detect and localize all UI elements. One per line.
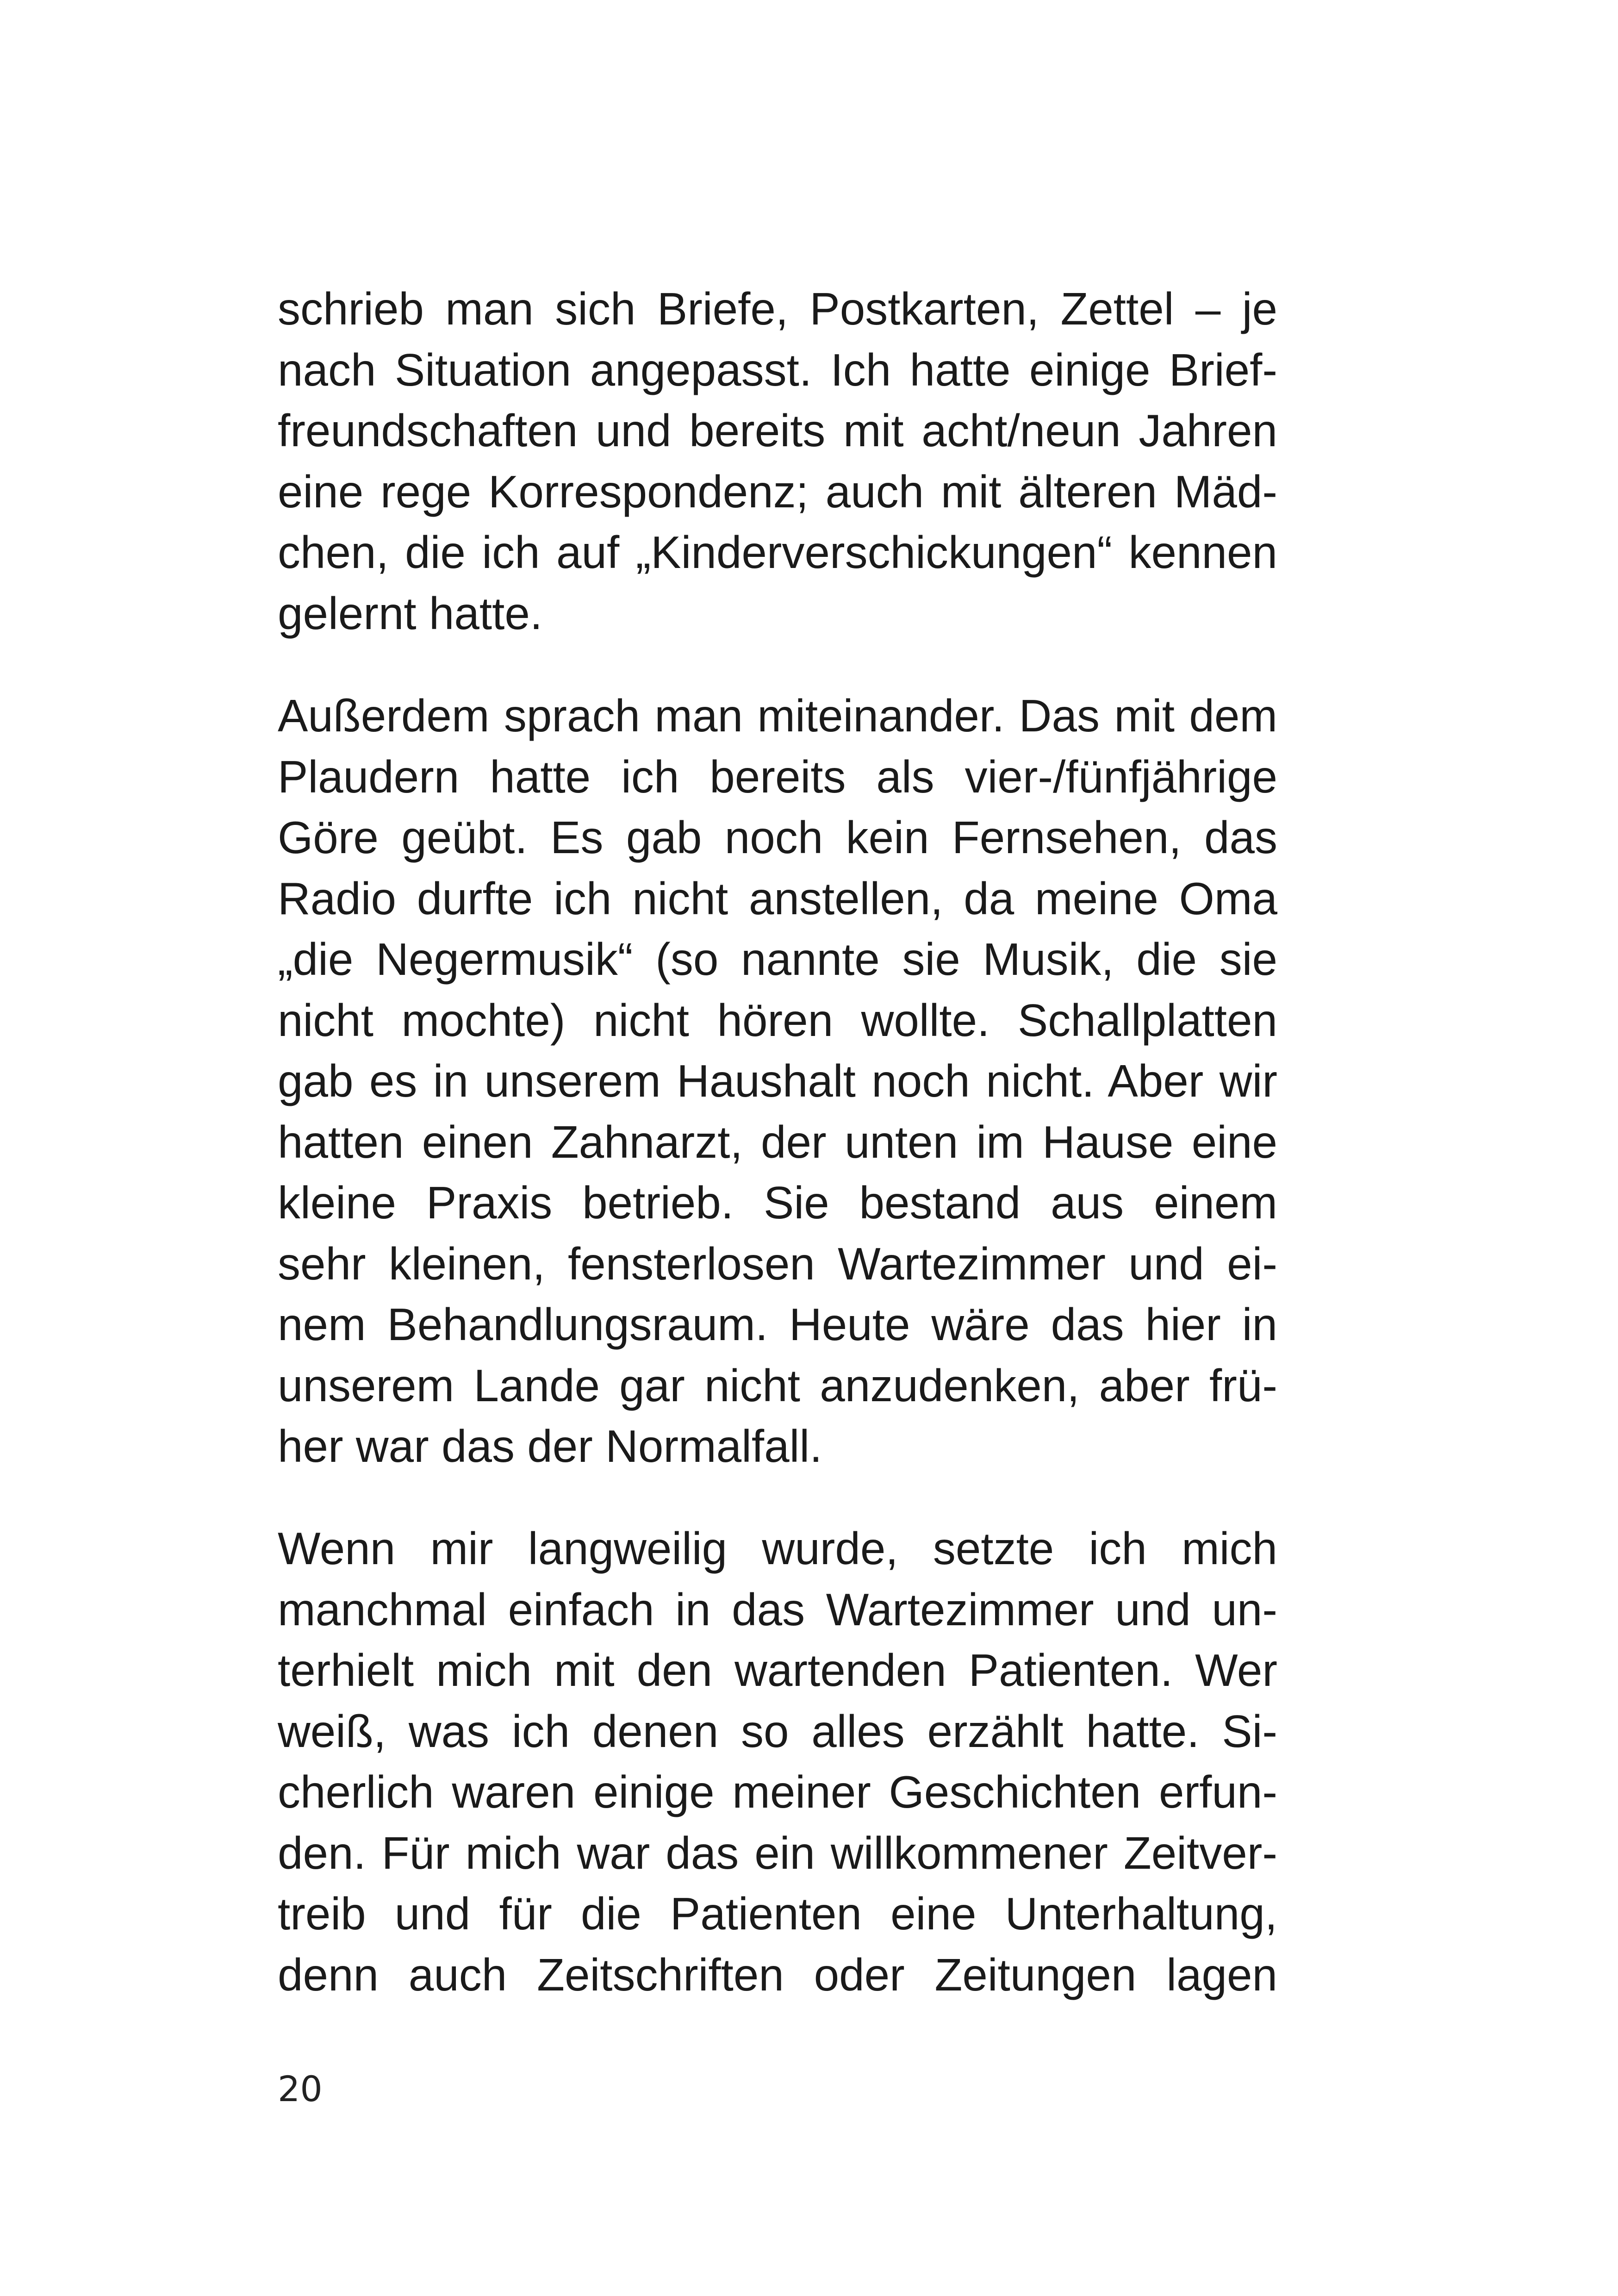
text-line: hatten einen Zahnarzt, der unten im Hause eine bbox=[278, 1116, 1277, 1167]
text-line: den. Für mich war das ein willkommener Zeitver- bbox=[278, 1827, 1277, 1878]
text-line: unserem Lande gar nicht anzudenken, aber frü- bbox=[278, 1360, 1277, 1411]
text-line: gelernt hatte. bbox=[278, 587, 543, 639]
text-line: Radio durfte ich nicht anstellen, da meine Oma bbox=[278, 873, 1277, 924]
text-line: weiß, was ich denen so alles erzählt hatte. Si- bbox=[278, 1705, 1277, 1757]
text-line: sehr kleinen, fensterlosen Wartezimmer und ei- bbox=[278, 1238, 1277, 1289]
text-line: terhielt mich mit den wartenden Patienten. Wer bbox=[278, 1645, 1277, 1696]
text-line: „die Negermusik“ (so nannte sie Musik, die sie bbox=[278, 934, 1277, 985]
text-line: her war das der Normalfall. bbox=[278, 1421, 822, 1472]
paragraph bbox=[278, 1518, 1277, 2005]
text-line: nach Situation angepasst. Ich hatte einige Brief- bbox=[278, 344, 1277, 395]
text-line: nem Behandlungsraum. Heute wäre das hier in bbox=[278, 1299, 1277, 1350]
text-line: treib und für die Patienten eine Unterhaltung, bbox=[278, 1888, 1277, 1939]
text-line: denn auch Zeitschriften oder Zeitungen lagen bbox=[278, 1949, 1277, 2000]
text-line: kleine Praxis betrieb. Sie bestand aus einem bbox=[278, 1177, 1277, 1228]
text-line: gab es in unserem Haushalt noch nicht. Aber wir bbox=[278, 1055, 1277, 1106]
text-line: chen, die ich auf „Kinderverschickungen“ kennen bbox=[278, 527, 1277, 578]
text-line: freundschaften und bereits mit acht/neun Jahren bbox=[278, 405, 1277, 456]
text-line: nicht mochte) nicht hören wollte. Schallplatten bbox=[278, 994, 1277, 1046]
text-line: Plaudern hatte ich bereits als vier-/fünfjährige bbox=[278, 751, 1277, 802]
paragraph bbox=[278, 279, 1277, 644]
paragraph bbox=[278, 686, 1277, 1477]
text-line: Außerdem sprach man miteinander. Das mit dem bbox=[278, 690, 1277, 741]
text-line: eine rege Korrespondenz; auch mit älteren Mäd- bbox=[278, 466, 1277, 517]
text-line: Wenn mir langweilig wurde, setzte ich mich bbox=[278, 1523, 1277, 1574]
page-number: 20 bbox=[278, 2068, 323, 2109]
text-line: Göre geübt. Es gab noch kein Fernsehen, das bbox=[278, 812, 1277, 863]
text-line: schrieb man sich Briefe, Postkarten, Zettel – je bbox=[278, 283, 1277, 334]
text-line: cherlich waren einige meiner Geschichten erfun- bbox=[278, 1766, 1277, 1817]
text-line: manchmal einfach in das Wartezimmer und un- bbox=[278, 1584, 1277, 1635]
